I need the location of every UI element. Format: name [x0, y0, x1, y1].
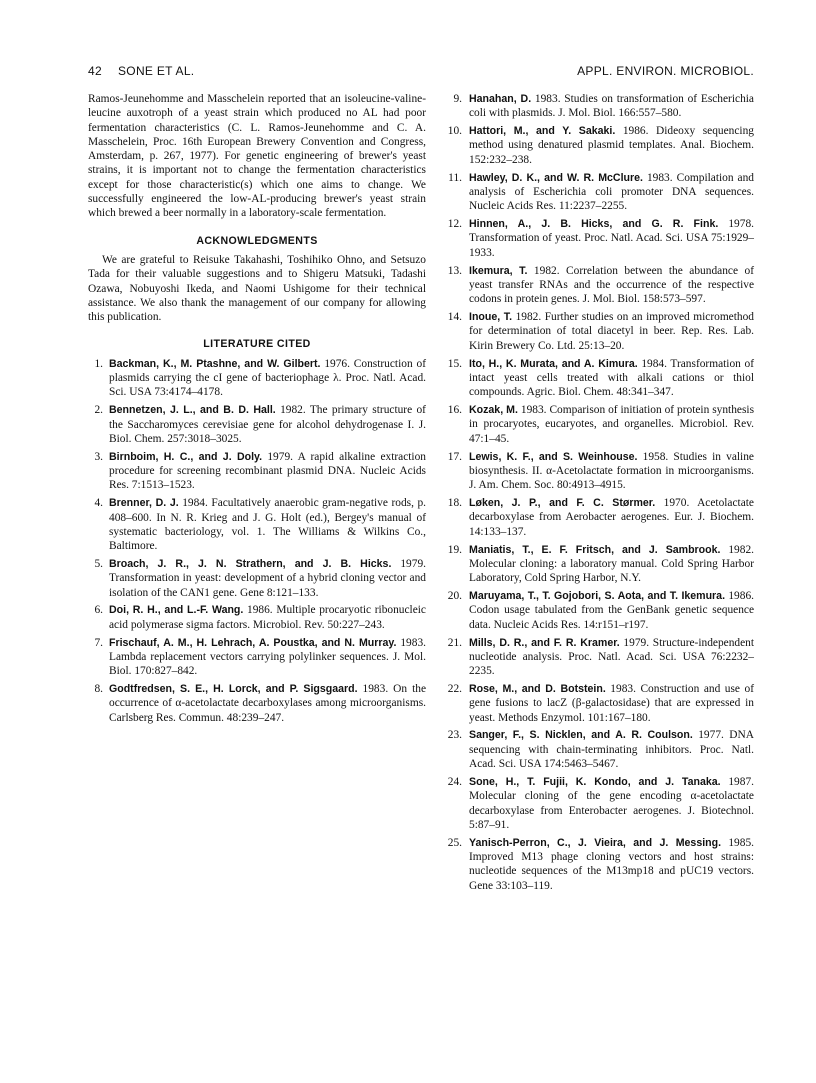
reference-number: 1. — [94, 357, 103, 370]
reference-item — [88, 557, 426, 600]
reference-text: 1977. DNA sequencing with chain-terminating inhibitors. Proc. Natl. Acad. Sci. USA 174:5463–5467. — [469, 729, 754, 771]
reference-authors: Broach, J. R., J. N. Strathern, and J. B. Hicks. — [109, 557, 392, 570]
reference-text: 1983. On the occurrence of α-acetolactate decarboxylases among microorganisms. Carlsberg Res. Commun. 48:239–247. — [109, 683, 426, 724]
reference-item — [444, 124, 754, 167]
reference-item — [444, 543, 754, 586]
reference-list-right — [444, 92, 754, 893]
reference-authors: Yanisch-Perron, C., J. Vieira, and J. Messing. — [469, 836, 722, 849]
reference-item — [444, 450, 754, 493]
reference-item — [88, 636, 426, 679]
reference-number: 16. — [447, 404, 462, 417]
reference-authors: Ikemura, T. — [469, 264, 528, 277]
reference-authors: Kozak, M. — [469, 404, 518, 417]
reference-number: 13. — [447, 264, 462, 277]
reference-number: 15. — [447, 357, 462, 370]
reference-number: 24. — [447, 775, 462, 788]
journal-name: APPL. ENVIRON. MICROBIOL. — [577, 64, 754, 78]
reference-number: 11. — [448, 171, 462, 184]
reference-text: 1983. Lambda replacement vectors carrying polylinker sequences. J. Mol. Biol. 170:827–842. — [109, 636, 426, 678]
reference-number: 6. — [94, 604, 103, 617]
reference-text: 1979. Transformation in yeast: development of a hybrid cloning vector and isolation of the CAN1 gene. Gene 8:121–133. — [109, 557, 426, 599]
reference-item — [444, 171, 754, 214]
reference-item — [88, 357, 426, 400]
reference-text: 1983. Comparison of initiation of protein synthesis in procaryotes, eucaryotes, and organelles. Microbiol. Rev. 47:1–45. — [469, 404, 754, 445]
reference-number: 19. — [447, 543, 462, 556]
reference-item — [444, 92, 754, 121]
reference-number: 17. — [447, 450, 462, 463]
reference-text: 1976. Construction of plasmids carrying the cI gene of bacteriophage λ. Proc. Natl. Acad. Sci. USA 73:4174–4178. — [109, 357, 426, 399]
reference-item — [444, 496, 754, 539]
acknowledgments-heading: ACKNOWLEDGMENTS — [196, 234, 318, 247]
reference-item — [444, 728, 754, 771]
reference-number: 9. — [453, 93, 462, 105]
reference-authors: Mills, D. R., and F. R. Kramer. — [469, 636, 620, 649]
reference-authors: Birnboim, H. C., and J. Doly. — [109, 450, 263, 463]
reference-item — [444, 310, 754, 353]
reference-authors: Sone, H., T. Fujii, K. Kondo, and J. Tanaka. — [469, 775, 721, 788]
reference-authors: Hattori, M., and Y. Sakaki. — [469, 125, 616, 138]
reference-number: 23. — [447, 729, 462, 742]
reference-item — [444, 357, 754, 400]
reference-number: 8. — [94, 683, 103, 696]
reference-text: 1978. Transformation of yeast. Proc. Natl. Acad. Sci. USA 75:1929–1933. — [469, 218, 754, 259]
left-column — [88, 92, 426, 729]
reference-text: 1982. Further studies on an improved micromethod for determination of total diacetyl in beer. Rep. Res. Lab. Kirin Brewery Co. Ltd. 25:13–20. — [469, 311, 754, 352]
reference-item — [444, 217, 754, 260]
reference-authors: Godtfredsen, S. E., H. Lorck, and P. Sigsgaard. — [109, 683, 358, 696]
reference-number: 10. — [447, 125, 462, 138]
reference-number: 21. — [447, 636, 462, 649]
reference-authors: Rose, M., and D. Botstein. — [469, 683, 606, 695]
reference-item — [444, 836, 754, 893]
reference-list-left — [88, 357, 426, 725]
reference-text: 1984. Facultatively anaerobic gram-negative rods, p. 408–600. In N. R. Krieg and J. G. Holt (ed.), Bergey's manual of systematic bacteriology, vol. 1. The Williams & Wilkins Co., Baltimore. — [109, 497, 426, 553]
reference-authors: Brenner, D. J. — [109, 497, 179, 510]
running-authors: SONE ET AL. — [118, 64, 195, 78]
reference-text: 1987. Molecular cloning of the gene encoding α-acetolactate decarboxylase from Enterobacter aerogenes. J. Biotechnol. 5:87–91. — [469, 775, 754, 831]
reference-authors: Hinnen, A., J. B. Hicks, and G. R. Fink. — [469, 218, 719, 231]
reference-number: 25. — [447, 836, 462, 849]
reference-text: 1985. Improved M13 phage cloning vectors and host strains: nucleotide sequences of the M13mp18 and pUC19 vectors. Gene 33:103–119. — [469, 836, 754, 892]
reference-text: 1979. Structure-independent nucleotide analysis. Proc. Natl. Acad. Sci. USA 76:2232–2235. — [469, 636, 755, 678]
reference-authors: Bennetzen, J. L., and B. D. Hall. — [109, 404, 276, 417]
reference-text: 1983. Construction and use of gene fusions to lacZ (β-galactosidase) that are expressed in yeast. Methods Enzymol. 101:167–180. — [469, 683, 754, 724]
reference-item — [88, 603, 426, 632]
reference-authors: Sanger, F., S. Nicklen, and A. R. Coulson. — [469, 729, 693, 742]
reference-item — [444, 264, 754, 307]
reference-number: 7. — [94, 636, 103, 649]
literature-heading: LITERATURE CITED — [203, 338, 311, 351]
reference-item — [88, 682, 426, 725]
reference-item — [444, 403, 754, 446]
reference-authors: Maniatis, T., E. F. Fritsch, and J. Sambrook. — [469, 543, 721, 556]
reference-authors: Hanahan, D. — [469, 93, 532, 105]
reference-authors: Inoue, T. — [469, 311, 513, 324]
right-column — [444, 92, 754, 897]
reference-number: 20. — [447, 590, 462, 603]
reference-text: 1986. Multiple procaryotic ribonucleic acid polymerase sigma factors. Microbiol. Rev. 50:227–243. — [109, 604, 426, 631]
reference-item — [88, 403, 426, 446]
reference-text: 1986. Codon usage tabulated from the GenBank genetic sequence data. Nucleic Acids Res. 14:r151–r197. — [469, 590, 754, 631]
reference-item — [444, 589, 754, 632]
reference-authors: Hawley, D. K., and W. R. McClure. — [469, 171, 643, 184]
reference-text: 1979. A rapid alkaline extraction procedure for screening recombinant plasmid DNA. Nucleic Acids Res. 7:1513–1523. — [109, 450, 426, 492]
reference-text: 1984. Transformation of intact yeast cells treated with alkali cations or thiol compounds. Agric. Biol. Chem. 48:341–347. — [469, 357, 754, 399]
reference-authors: Doi, R. H., and L.-F. Wang. — [109, 604, 244, 617]
reference-text: 1986. Dideoxy sequencing method using denatured plasmid templates. Anal. Biochem. 152:232–238. — [469, 125, 754, 166]
acknowledgments-text: We are grateful to Reisuke Takahashi, Toshihiko Ohno, and Setsuzo Tada for their valuable suggestions and to Shigeru Matsuki, Tadashi Ozawa, Nobuyoshi Ikeda, and Naomi Ushigome for their technical assistance. We also thank the management of our company for allowing this publication. — [88, 253, 426, 324]
reference-authors: Ito, H., K. Murata, and A. Kimura. — [469, 357, 638, 370]
page-header — [88, 64, 754, 84]
reference-text: 1982. Molecular cloning: a laboratory manual. Cold Spring Harbor Laboratory, Cold Spring Harbor, N.Y. — [469, 543, 754, 585]
reference-item — [444, 775, 754, 832]
reference-item — [444, 636, 754, 679]
reference-text: 1983. Compilation and analysis of Escherichia coli promoter DNA sequences. Nucleic Acids Res. 11:2237–2255. — [469, 171, 755, 213]
page-number: 42 — [88, 64, 102, 78]
reference-text: 1983. Studies on transformation of Escherichia coli with plasmids. J. Mol. Biol. 166:557–580. — [469, 93, 754, 120]
reference-item — [444, 682, 754, 725]
reference-number: 22. — [447, 683, 462, 695]
reference-number: 3. — [94, 450, 103, 463]
reference-text: 1982. Correlation between the abundance of yeast transfer RNAs and the occurrence of the respective codons in protein genes. J. Mol. Biol. 158:573–597. — [469, 264, 754, 306]
reference-number: 4. — [94, 497, 103, 510]
reference-authors: Løken, J. P., and F. C. Størmer. — [469, 497, 656, 510]
reference-authors: Lewis, K. F., and S. Weinhouse. — [469, 450, 638, 463]
intro-paragraph: Ramos-Jeunehomme and Masschelein reported that an isoleucine-valine-leucine auxotroph of a yeast strain which produced no AL had poor fermentation characteristics (C. L. Ramos-Jeunehomme and C. A. Masschelein, Proc. 16th European Brewery Convention and Congress, Amsterdam, p. 267, 1977). For genetic engineering of brewer's yeast strains, it is important not to change the fermentation characteristics except for those characteristic(s) which one aims to change. We successfully engineered the low-AL-producing brewer's yeast strain which brewed a beer normally in a laboratory-scale fermentation. — [88, 93, 426, 220]
reference-authors: Backman, K., M. Ptashne, and W. Gilbert. — [109, 357, 321, 370]
reference-number: 12. — [447, 218, 462, 231]
reference-text: 1982. The primary structure of the Saccharomyces cerevisiae gene for alcohol dehydrogenase I. J. Biol. Chem. 257:3018–3025. — [109, 404, 426, 445]
reference-item — [88, 496, 426, 553]
reference-number: 14. — [447, 311, 462, 324]
reference-text: 1958. Studies in valine biosynthesis. II. α-Acetolactate formation in microorganisms. J. Am. Chem. Soc. 80:4913–4915. — [469, 450, 754, 492]
reference-authors: Maruyama, T., T. Gojobori, S. Aota, and T. Ikemura. — [469, 590, 726, 603]
reference-number: 18. — [447, 497, 462, 510]
reference-item — [88, 450, 426, 493]
reference-text: 1970. Acetolactate decarboxylase from Aerobacter aerogenes. Eur. J. Biochem. 14:133–137. — [469, 497, 754, 538]
reference-authors: Frischauf, A. M., H. Lehrach, A. Poustka, and N. Murray. — [109, 636, 397, 649]
reference-number: 2. — [94, 404, 103, 417]
reference-number: 5. — [94, 557, 103, 570]
